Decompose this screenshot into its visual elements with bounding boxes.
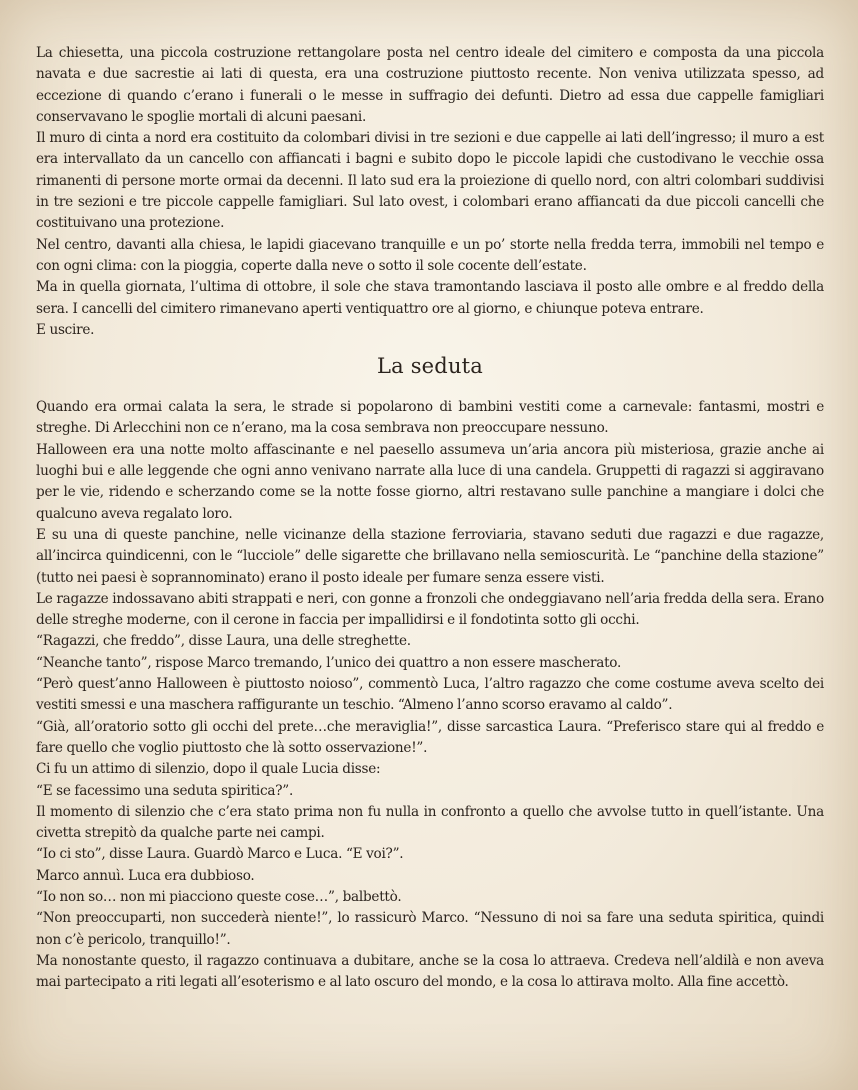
paragraph: “Io ci sto”, disse Laura. Guardò Marco e Luca. “E voi?”.	[36, 846, 404, 863]
paragraph: “E se facessimo una seduta spiritica?”.	[36, 782, 294, 799]
section-title: La seduta	[376, 354, 484, 379]
paragraph: Quando era ormai calata la sera, le strade si popolarono di bambini vestiti come a carnevale: fantasmi, mostri e streghe. Di Arlecchini non ce n’erano, ma la cosa sembrava non preoccupare nessuno.	[36, 399, 824, 437]
paragraph: Nel centro, davanti alla chiesa, le lapidi giacevano tranquille e un po’ storte nella fredda terra, immobili nel tempo e con ogni clima: con la pioggia, coperte dalla neve o sotto il sole cocente dell’estate.	[36, 236, 824, 274]
paragraph: Le ragazze indossavano abiti strappati e neri, con gonne a fronzoli che ondeggiavano nell’aria fredda della sera. Erano delle streghe moderne, con il cerone in faccia per impallidirsi e il fondotinta sotto gli occhi.	[36, 590, 824, 629]
paragraph: “Io non so… non mi piacciono queste cose…”, balbettò.	[36, 888, 402, 905]
paragraph: E uscire.	[36, 321, 95, 338]
paragraph: La chiesetta, una piccola costruzione rettangolare posta nel centro ideale del cimitero e composta da una piccola navata e due sacrestie ai lati di questa, era una costruzione piuttosto recente. Non veniva utilizzata spesso, ad eccezione di quando c’erano i funerali o le messe in suffragio dei defunti. Dietro ad essa due cappelle famigliari conservavano le spoglie mortali di alcuni paesani.	[36, 45, 824, 125]
paragraph: Halloween era una notte molto affascinante e nel paesello assumeva un’aria ancora più misteriosa, grazie anche ai luoghi bui e alle leggende che ogni anno venivano narrate alla luce di una candela. Gruppetti di ragazzi si aggiravano per le vie, ridendo e scherzando come se la notte fosse giorno, altri restavano sulle panchine a mangiare i dolci che qualcuno aveva regalato loro.	[36, 441, 824, 522]
paragraph: Il muro di cinta a nord era costituito da colombari divisi in tre sezioni e due cappelle ai lati dell’ingresso; il muro a est era intervallato da un cancello con affiancati i bagni e subito dopo le piccole lapidi che custodivano le vecchie ossa rimanenti di persone morte ormai da decenni. Il lato sud era la proiezione di quello nord, con altri colombari suddivisi in tre sezioni e tre piccole cappelle famigliari. Sul lato ovest, i colombari erano affiancati da due piccoli cancelli che costituivano una protezione.	[36, 130, 824, 232]
paragraph: “Neanche tanto”, rispose Marco tremando, l’unico dei quattro a non essere mascherato.	[36, 654, 622, 671]
paragraph: E su una di queste panchine, nelle vicinanze della stazione ferroviaria, stavano seduti due ragazzi e due ragazze, all’incirca quindicenni, con le “lucciole” delle sigarette che brillavano nella semioscurità. Le “panchine della stazione” (tutto nei paesi è soprannominato) erano il posto ideale per fumare senza essere visti.	[36, 526, 824, 586]
paragraph: Ma nonostante questo, il ragazzo continuava a dubitare, anche se la cosa lo attraeva. Credeva nell’aldilà e non aveva mai partecipato a riti legati all’esoterismo e al lato oscuro del mondo, e la cosa lo attirava molto. Alla fine accettò.	[36, 952, 824, 991]
section-text	[36, 397, 824, 993]
paragraph: Ci fu un attimo di silenzio, dopo il quale Lucia disse:	[36, 761, 381, 778]
paragraph: Ma in quella giornata, l’ultima di ottobre, il sole che stava tramontando lasciava il posto alle ombre e al freddo della sera. I cancelli del cimitero rimanevano aperti ventiquattro ore al giorno, e chiunque poteva entrare.	[36, 279, 824, 317]
paragraph: Marco annuì. Luca era dubbioso.	[36, 867, 255, 884]
paragraph: “Non preoccuparti, non succederà niente!”, lo rassicurò Marco. “Nessuno di noi sa fare una seduta spiritica, quindi non c’è pericolo, tranquillo!”.	[36, 910, 824, 948]
paragraph: “Ragazzi, che freddo”, disse Laura, una delle streghette.	[36, 633, 411, 650]
paragraph: Il momento di silenzio che c’era stato prima non fu nulla in confronto a quello che avvolse tutto in quell’istante. Una civetta strepitò da qualche parte nei campi.	[36, 803, 824, 842]
intro-text	[36, 43, 824, 341]
paragraph: “Già, all’oratorio sotto gli occhi del prete…che meraviglia!”, disse sarcastica Laura. “Preferisco stare qui al freddo e fare quello che voglio piuttosto che là sotto osservazione!”.	[36, 718, 824, 756]
paragraph: “Però quest’anno Halloween è piuttosto noioso”, commentò Luca, l’altro ragazzo che come costume aveva scelto dei vestiti smessi e una maschera raffigurante un teschio. “Almeno l’anno scorso eravamo al caldo”.	[36, 676, 824, 714]
